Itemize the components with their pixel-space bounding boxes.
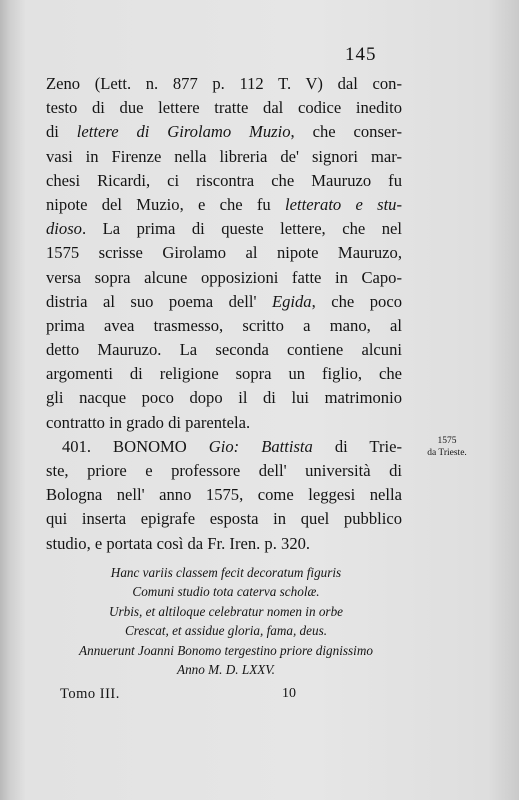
text-line bbox=[46, 72, 402, 96]
text-run: prima avea trasmesso, scritto a mano, al bbox=[46, 315, 402, 335]
text-run: gli nacque poco dopo il di lui matrimonio bbox=[46, 388, 402, 408]
text-line bbox=[46, 411, 402, 435]
text-run: 1575 scrisse Girolamo al nipote Mauruzo, bbox=[46, 243, 402, 263]
text-run: , che conser- bbox=[290, 122, 402, 142]
text-run: argomenti di religione sopra un figlio, che bbox=[46, 364, 402, 384]
text-line bbox=[46, 314, 402, 338]
margin-note-place: da Trieste. bbox=[427, 448, 467, 458]
paragraph-entry-400-continuation bbox=[46, 72, 402, 435]
italic-run: lettere di Girolamo Muzio bbox=[76, 122, 291, 142]
italic-run: dioso bbox=[46, 219, 82, 239]
body-text bbox=[46, 72, 402, 556]
text-line bbox=[46, 362, 402, 386]
text-run: 401. BONOMO bbox=[62, 436, 209, 456]
text-run: chesi Ricardi, ci riscontra che Mauruzo fu bbox=[46, 170, 402, 190]
text-line bbox=[46, 217, 402, 241]
volume-label: Tomo III. bbox=[60, 686, 120, 702]
italic-run: Egida bbox=[271, 291, 312, 311]
text-line bbox=[46, 386, 402, 410]
text-line bbox=[46, 96, 402, 120]
paragraph-entry-401 bbox=[46, 435, 402, 556]
inscription-line: Urbis, et altiloque celebratur nomen in orbe bbox=[108, 603, 344, 619]
margin-note bbox=[418, 435, 476, 459]
text-run: di bbox=[46, 122, 77, 142]
text-line bbox=[46, 435, 402, 459]
signature-mark: 10 bbox=[282, 686, 296, 701]
text-run: Bologna nell' anno 1575, come leggesi nella bbox=[46, 485, 402, 505]
inscription-line: Hanc variis classem fecit decoratum figuris bbox=[110, 565, 342, 580]
text-line bbox=[46, 193, 402, 217]
text-run: nipote del Muzio, e che fu bbox=[46, 194, 285, 214]
text-line bbox=[46, 266, 402, 290]
text-run: , che poco bbox=[311, 291, 402, 311]
text-line bbox=[46, 483, 402, 507]
inscription-line: Anno M. D. LXXV. bbox=[177, 662, 275, 678]
italic-run: Gio: Battista bbox=[208, 436, 313, 456]
text-run: . La prima di queste lettere, che nel bbox=[81, 219, 402, 239]
text-run: Zeno (Lett. n. 877 p. 112 T. V) dal con- bbox=[46, 74, 402, 93]
text-line bbox=[46, 459, 402, 483]
page-number: 145 bbox=[345, 44, 377, 65]
text-run: testo di due lettere tratte dal codice inedito bbox=[46, 98, 402, 118]
text-line bbox=[46, 241, 402, 265]
text-line bbox=[46, 338, 402, 362]
text-run: contratto in grado di parentela. bbox=[46, 412, 251, 432]
inscription-line: Annuerunt Joanni Bonomo tergestino priore dignissimo bbox=[79, 642, 373, 658]
text-line bbox=[46, 507, 402, 531]
italic-run: letterato e stu- bbox=[285, 194, 402, 214]
text-run: detto Mauruzo. La seconda contiene alcuni bbox=[46, 340, 402, 360]
text-run: vasi in Firenze nella libreria de' signori mar- bbox=[46, 146, 402, 166]
text-run: qui inserta epigrafe esposta in quel pubblico bbox=[46, 509, 402, 529]
text-run: versa sopra alcune opposizioni fatte in Capo- bbox=[46, 267, 402, 287]
text-line bbox=[46, 532, 402, 556]
text-run: distria al suo poema dell' bbox=[46, 291, 272, 311]
text-run: studio, e portata così da Fr. Iren. p. 320. bbox=[46, 533, 311, 553]
epigraph-inscription bbox=[26, 563, 426, 679]
inscription-line: Crescat, et assidue gloria, fama, deus. bbox=[124, 623, 328, 639]
text-line bbox=[46, 120, 402, 144]
text-line bbox=[46, 290, 402, 314]
margin-note-year: 1575 bbox=[437, 436, 457, 446]
inscription-line: Comuni studio tota caterva scholæ. bbox=[132, 584, 320, 600]
text-run: di Trie- bbox=[312, 436, 402, 456]
text-run: ste, priore e professore dell' università di bbox=[46, 461, 402, 480]
page-footer bbox=[60, 686, 360, 703]
text-line bbox=[46, 145, 402, 169]
text-line bbox=[46, 169, 402, 193]
